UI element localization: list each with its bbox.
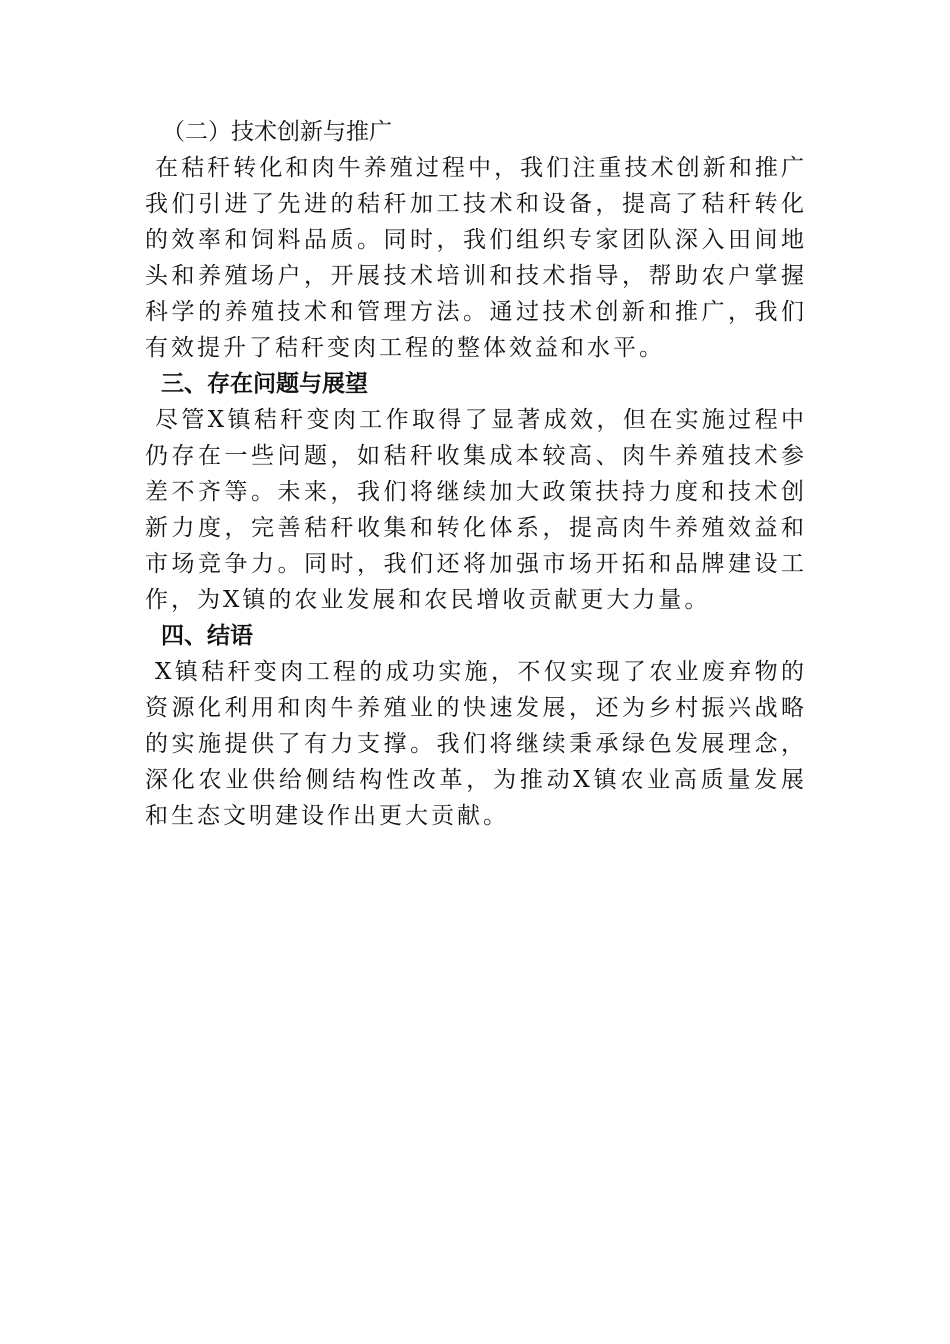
paragraph-conclusion: X镇秸秆变肉工程的成功实施，不仅实现了农业废弃物的资源化利用和肉牛养殖业的快速发展，还为乡村振兴战略的实施提供了有力支撑。我们将继续秉承绿色发展理念，深化农业供给侧结构性改革，为推动X镇农业高质量发展和生态文明建设作出更大贡献。 [145,659,807,829]
paragraph-problems-outlook: 尽管X镇秸秆变肉工作取得了显著成效，但在实施过程中仍存在一些问题，如秸秆收集成本较高、肉牛养殖技术参差不齐等。未来，我们将继续加大政策扶持力度和技术创新力度，完善秸秆收集和转化体系，提高肉牛养殖效益和市场竞争力。同时，我们还将加强市场开拓和品牌建设工作，为X镇的农业发展和农民增收贡献更大力量。 [145,407,807,613]
section-heading-conclusion: 四、结语 [161,623,253,649]
paragraph-tech-innovation: 在秸秆转化和肉牛养殖过程中，我们注重技术创新和推广我们引进了先进的秸秆加工技术和设备，提高了秸秆转化的效率和饲料品质。同时，我们组织专家团队深入田间地头和养殖场户，开展技术培训和技术指导，帮助农户掌握科学的养殖技术和管理方法。通过技术创新和推广，我们有效提升了秸秆变肉工程的整体效益和水平。 [145,155,807,361]
section-heading-tech-innovation: （二）技术创新与推广 [162,119,392,145]
document-body [145,114,807,834]
section-heading-problems-outlook: 三、存在问题与展望 [161,371,368,397]
